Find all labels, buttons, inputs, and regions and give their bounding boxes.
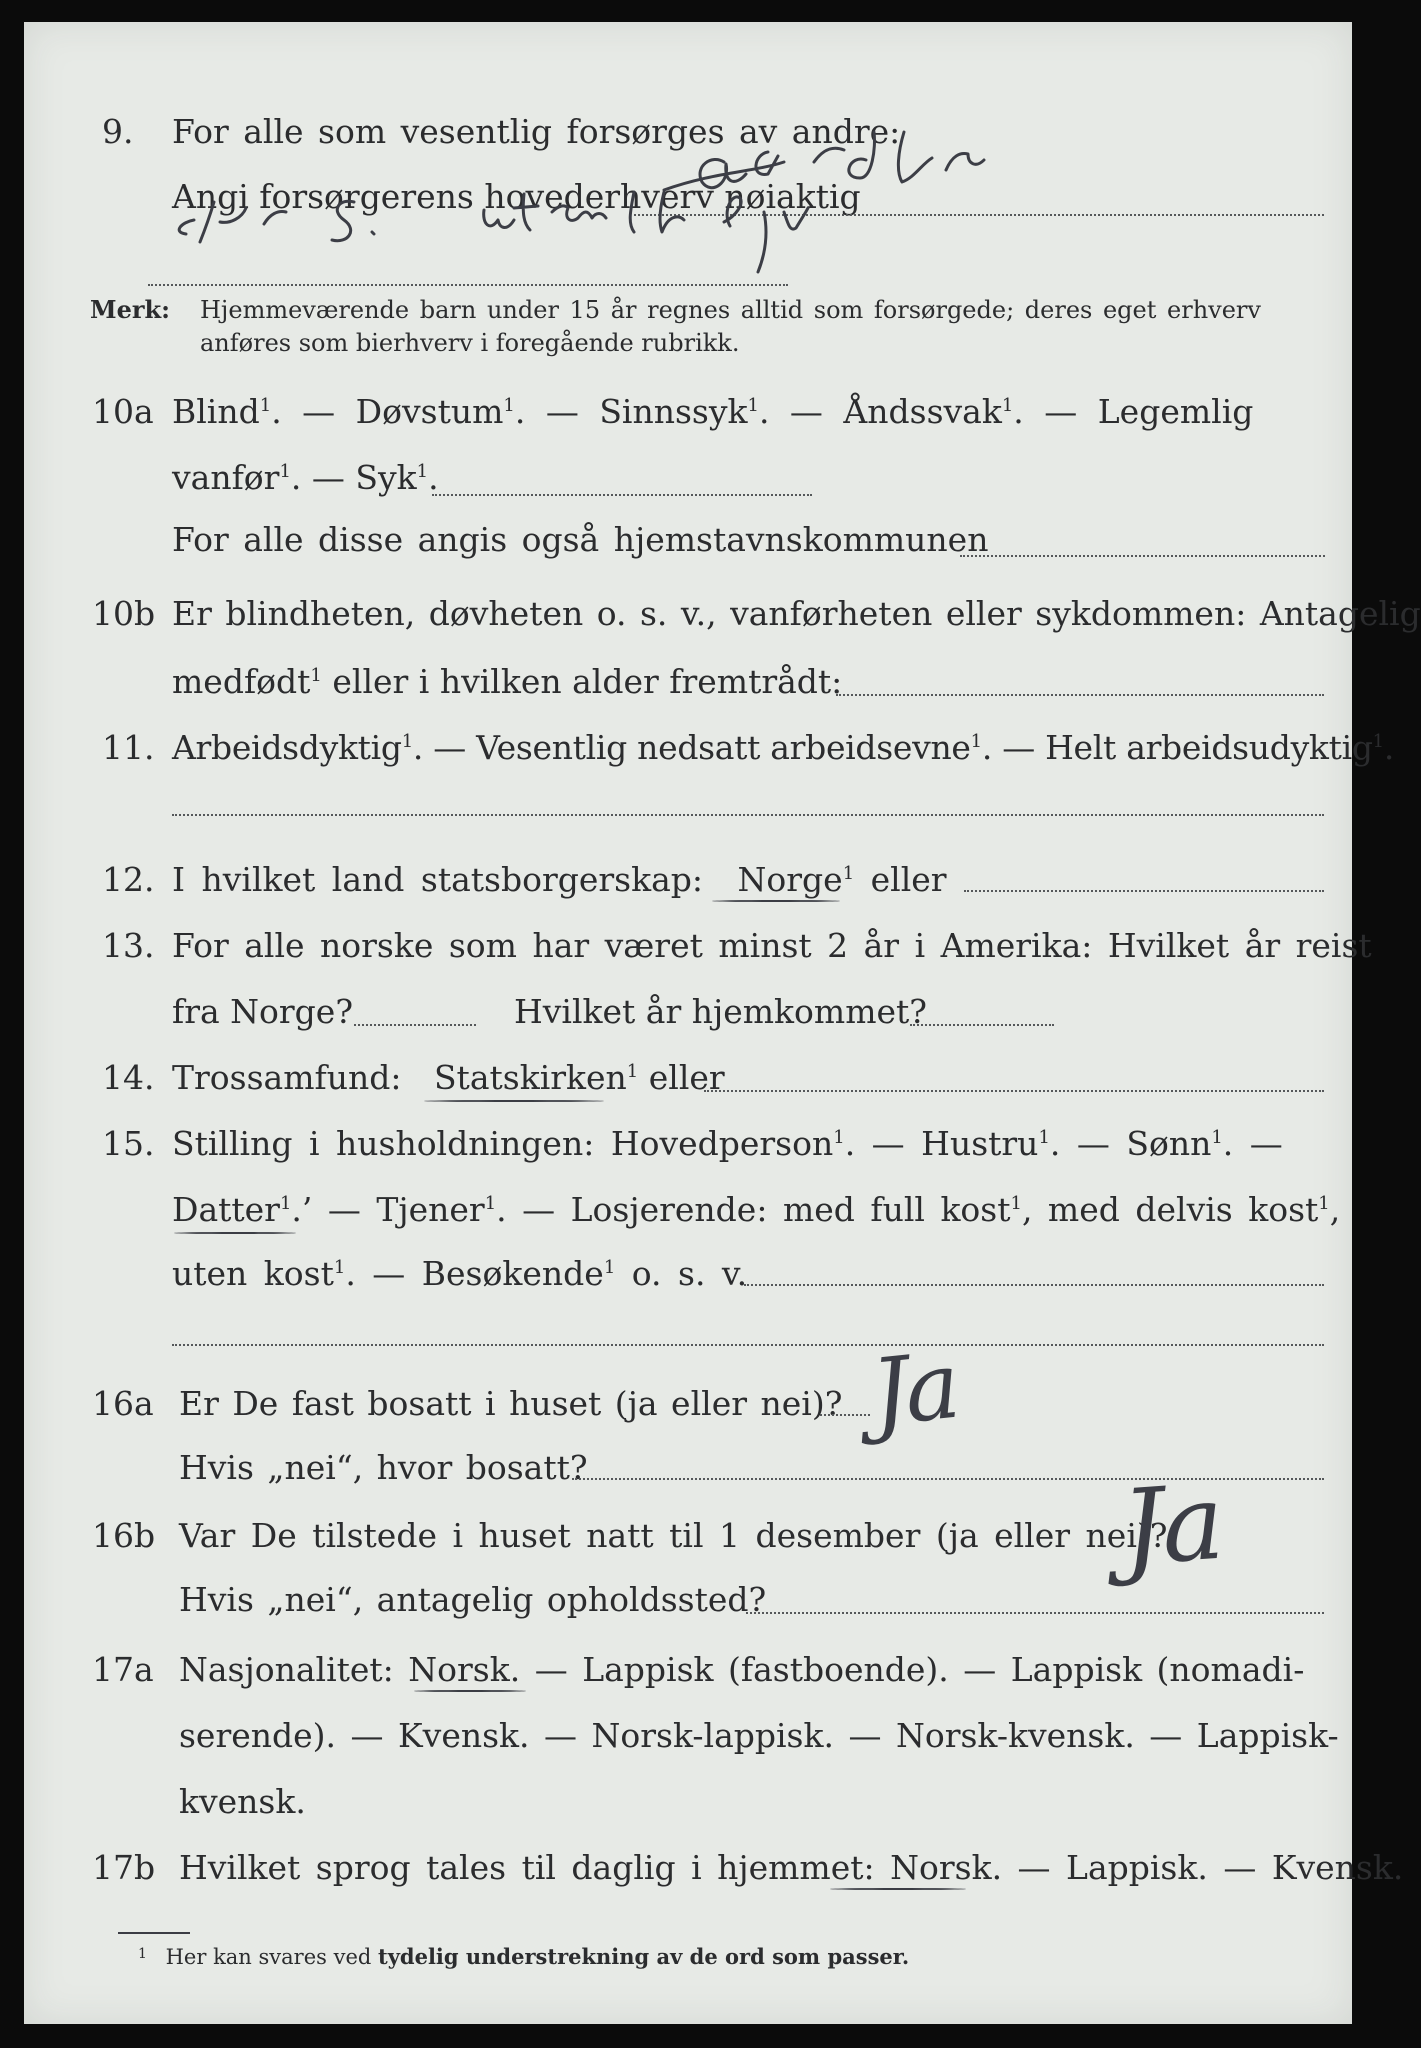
row-17a-number: 17a [92, 1650, 154, 1689]
row-17a-line1: Nasjonalitet: Norsk. — Lappisk (fastboende). — Lappisk (nomadi- [179, 1650, 1305, 1689]
row-13-departure-line [354, 1024, 476, 1026]
merk-label: Merk: [90, 295, 170, 324]
row-15-line3: uten kost$^1$. — Besøkende$^1$ o. s. v. [172, 1254, 748, 1293]
row-12-answer-line [964, 890, 1324, 892]
row-13-return-line [910, 1024, 1054, 1026]
row-10a-line2: vanfør$^1$. — Syk$^1$. [172, 458, 439, 497]
row-16b-line1: Var De tilstede i huset natt til 1 desember (ja eller nei)? [179, 1516, 1168, 1555]
row-11-number: 11. [102, 728, 155, 767]
row-14-number: 14. [102, 1058, 155, 1097]
row-15-line1: Stilling i husholdningen: Hovedperson$^1$. — Hustru$^1$. — Sønn$^1$. — [172, 1124, 1283, 1163]
row-10a-hometown-line [960, 555, 1325, 557]
row-9-handwriting [24, 22, 1352, 322]
row-11-answer-line [172, 814, 1324, 816]
row-16a-line2: Hvis „nei“, hvor bosatt? [179, 1448, 588, 1487]
row-10b-line1: Er blindheten, døvheten o. s. v., vanførheten eller sykdommen: Antagelig [172, 594, 1421, 633]
row-16b-number: 16b [92, 1516, 156, 1555]
row-15-answer-line-2 [172, 1344, 1324, 1346]
row-16b-line2: Hvis „nei“, antagelig opholdssted? [179, 1580, 767, 1619]
row-15-underline-datter [174, 1232, 296, 1234]
row-9-number: 9. [102, 112, 134, 151]
row-14-answer-line [704, 1090, 1324, 1092]
row-10a-line1: Blind$^1$. — Døvstum$^1$. — Sinnssyk$^1$. — Åndssvak$^1$. — Legemlig [172, 392, 1254, 431]
row-15-line2: Datter$^1$.’ — Tjener$^1$. — Losjerende: med full kost$^1$, med delvis kost$^1$, [172, 1190, 1341, 1229]
row-16a-number: 16a [92, 1384, 154, 1423]
row-17b-underline-norsk [830, 1888, 966, 1890]
row-17a-line3: kvensk. [179, 1782, 306, 1821]
row-17a-underline-norsk [414, 1690, 526, 1692]
row-13-line2b: Hvilket år hjemkommet? [514, 992, 927, 1031]
row-16a-line1: Er De fast bosatt i huset (ja eller nei)? [179, 1384, 843, 1423]
row-10b-answer-line [836, 694, 1324, 696]
row-10a-number: 10a [92, 392, 154, 431]
row-10a-answer-line [432, 494, 812, 496]
row-16b-handwritten-answer: Ja [1117, 1460, 1226, 1590]
row-10b-number: 10b [92, 594, 156, 633]
row-13-line1: For alle norske som har været minst 2 år i Amerika: Hvilket år reist [172, 926, 1372, 965]
footnote: $^1$ Her kan svares ved tydelig understrekning av de ord som passer. [138, 1944, 910, 1969]
merk-line1: Hjemmeværende barn under 15 år regnes alltid som forsørgede; deres eget erhverv [200, 296, 1261, 324]
row-17b-number: 17b [92, 1848, 156, 1887]
row-17a-line2: serende). — Kvensk. — Norsk-lappisk. — Norsk-kvensk. — Lappisk- [179, 1716, 1339, 1755]
row-15-answer-line [744, 1284, 1324, 1286]
row-14-line: Trossamfund: Statskirken$^1$ eller [172, 1058, 725, 1097]
merk-line2: anføres som bierhverv i foregående rubrikk. [200, 329, 740, 357]
row-16b-place-line [746, 1612, 1324, 1614]
row-12-underline-norge [712, 900, 840, 902]
row-11-line: Arbeidsdyktig$^1$. — Vesentlig nedsatt arbeidsevne$^1$. — Helt arbeidsudyktig$^1$. [172, 728, 1395, 767]
row-9-line1: For alle som vesentlig forsørges av andre: [172, 112, 901, 151]
row-12-number: 12. [102, 860, 155, 899]
row-14-underline-statskirken [424, 1100, 604, 1102]
census-form-page [24, 22, 1421, 2024]
row-15-number: 15. [102, 1124, 155, 1163]
row-10a-line3: For alle disse angis også hjemstavnskommunen [172, 520, 989, 559]
row-12-line: I hvilket land statsborgerskap: Norge$^1$ eller [172, 860, 947, 899]
row-13-number: 13. [102, 926, 155, 965]
row-17b-line1: Hvilket sprog tales til daglig i hjemmet: Norsk. — Lappisk. — Kvensk. [179, 1848, 1404, 1887]
footnote-rule [118, 1932, 190, 1934]
row-13-line2a: fra Norge? [172, 992, 354, 1031]
row-16a-answer-line [820, 1414, 870, 1416]
row-9-line2: Angi forsørgerens hovederhverv nøiaktig [172, 177, 861, 216]
row-16a-handwritten-answer: Ja [866, 1331, 962, 1448]
row-10b-line2: medfødt$^1$ eller i hvilken alder fremtrådt: [172, 662, 843, 701]
